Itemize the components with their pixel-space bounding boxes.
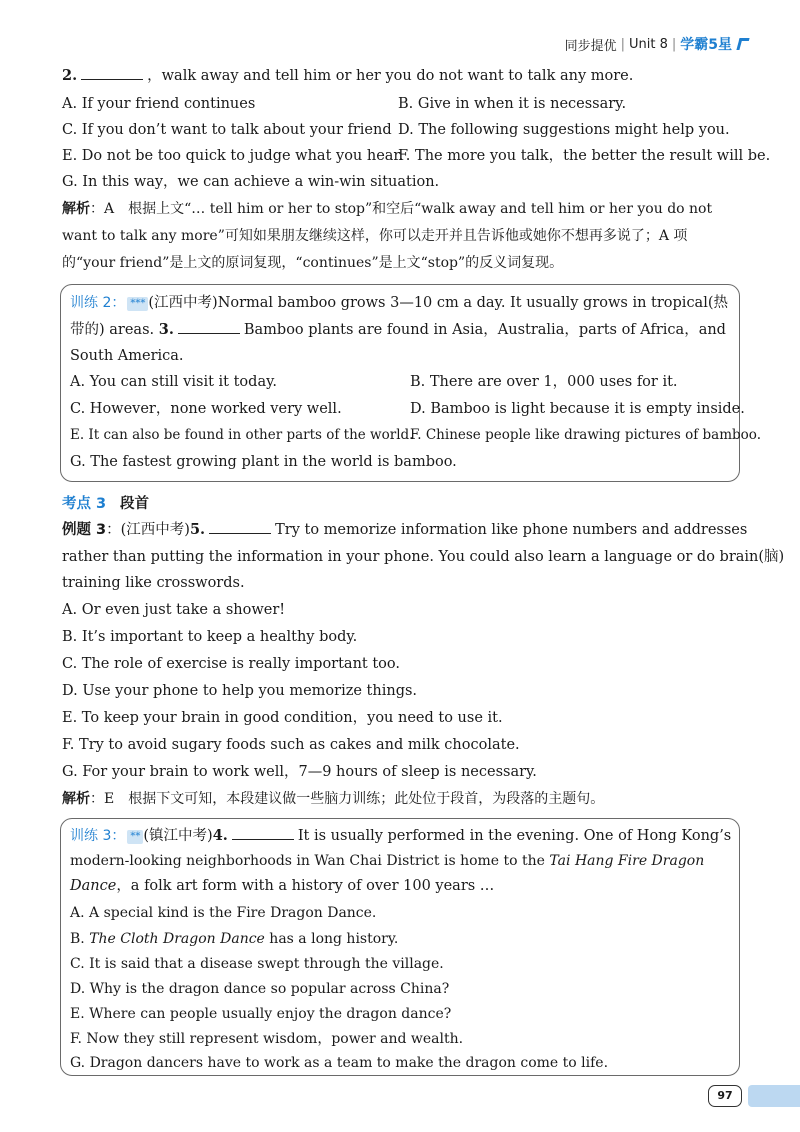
train2-option-f: F. Chinese people like drawing pictures of bamboo.	[410, 427, 761, 443]
example3-analysis: 解析：E 根据下文可知，本段建议做一些脑力训练；此处位于段首，为段落的主题句。	[62, 791, 605, 807]
train3-option-e: E. Where can people usually enjoy the dragon dance?	[70, 1006, 452, 1022]
brand-flag-icon	[736, 38, 749, 50]
page-header: 同步提优 | Unit 8 | 学霸5星	[565, 34, 748, 54]
example3-option-a: A. Or even just take a shower!	[62, 602, 286, 618]
q2-option-f: F. The more you talk，the better the result will be.	[398, 148, 771, 164]
train3-option-g: G. Dragon dancers have to work as a team to make the dragon come to life.	[70, 1055, 609, 1071]
q2-option-c: C. If you don’t want to talk about your friend	[62, 122, 392, 138]
section-heading: 考点 3 段首	[62, 496, 149, 512]
train3-line-1: 训练 3： ** (镇江中考)4. It is usually performed in the evening. One of Hong Kong’s	[70, 827, 732, 844]
train2-option-b: B. There are over 1，000 uses for it.	[410, 374, 678, 390]
answer-blank[interactable]	[209, 520, 271, 534]
train2-line-2: 带的) areas. 3. Bamboo plants are found in Asia，Australia，parts of Africa，and	[70, 321, 726, 338]
example3-option-e: E. To keep your brain in good condition，you need to use it.	[62, 710, 503, 726]
header-brand: 学霸5星	[680, 37, 732, 53]
q2-analysis-line-2: want to talk any more”可知如果朋友继续这样，你可以走开并且告诉他或她你不想再多说了；A 项	[62, 228, 688, 244]
header-series: 同步提优	[564, 38, 617, 54]
train3-option-b: B. The Cloth Dragon Dance has a long history.	[70, 931, 399, 947]
train2-line-3: South America.	[70, 348, 184, 364]
q2-analysis-line-3: 的“your friend”是上文的原词复现，“continues”是上文“stop”的反义词复现。	[62, 255, 564, 271]
train2-option-a: A. You can still visit it today.	[70, 374, 277, 390]
page-number: 97	[708, 1085, 742, 1107]
train3-option-a: A. A special kind is the Fire Dragon Dance.	[70, 905, 377, 921]
example3-option-f: F. Try to avoid sugary foods such as cakes and milk chocolate.	[62, 737, 520, 753]
header-unit: Unit 8	[628, 36, 668, 52]
difficulty-stars-icon: ***	[127, 297, 148, 311]
example3-line-2: rather than putting the information in your phone. You could also learn a language or do brain(脑)	[62, 549, 785, 565]
difficulty-stars-icon: **	[127, 830, 143, 844]
q2-option-b: B. Give in when it is necessary.	[398, 96, 627, 112]
example3-option-g: G. For your brain to work well，7—9 hours of sleep is necessary.	[62, 764, 537, 780]
example3-option-b: B. It’s important to keep a healthy body.	[62, 629, 358, 645]
train3-option-f: F. Now they still represent wisdom，power and wealth.	[70, 1031, 464, 1047]
example3-option-c: C. The role of exercise is really important too.	[62, 656, 400, 672]
train3-line-2: modern-looking neighborhoods in Wan Chai District is home to the Tai Hang Fire Dragon	[70, 853, 705, 869]
q2-option-d: D. The following suggestions might help you.	[398, 122, 730, 138]
answer-blank[interactable]	[232, 826, 294, 840]
q2-option-g: G. In this way，we can achieve a win-win situation.	[62, 174, 440, 190]
q2-option-e: E. Do not be too quick to judge what you hear.	[62, 148, 404, 164]
example3-option-d: D. Use your phone to help you memorize things.	[62, 683, 418, 699]
train2-option-e: E. It can also be found in other parts of the world.	[70, 427, 414, 443]
example3-line-1: 例题 3：(江西中考)5. Try to memorize information like phone numbers and addresses	[62, 521, 748, 538]
q2-option-a: A. If your friend continues	[62, 96, 256, 112]
page-tab-decoration	[748, 1085, 800, 1107]
train3-option-d: D. Why is the dragon dance so popular across China?	[70, 981, 450, 997]
q2-analysis-line-1: 解析：A 根据上文“… tell him or her to stop”和空后“walk away and tell him or her you do not	[62, 201, 713, 217]
example3-line-3: training like crosswords.	[62, 575, 245, 591]
q2-stem: 2. ，walk away and tell him or her you do not want to talk any more.	[62, 67, 634, 84]
train2-option-c: C. However，none worked very well.	[70, 401, 342, 417]
train2-option-d: D. Bamboo is light because it is empty inside.	[410, 401, 745, 417]
train2-line-1: 训练 2： *** (江西中考)Normal bamboo grows 3—10 cm a day. It usually grows in tropical(热	[70, 295, 728, 311]
answer-blank[interactable]	[81, 66, 143, 80]
train3-option-c: C. It is said that a disease swept through the village.	[70, 956, 444, 972]
train2-option-g: G. The fastest growing plant in the world is bamboo.	[70, 454, 457, 470]
answer-blank[interactable]	[178, 320, 240, 334]
train3-line-3: Dance，a folk art form with a history of over 100 years …	[70, 878, 495, 894]
